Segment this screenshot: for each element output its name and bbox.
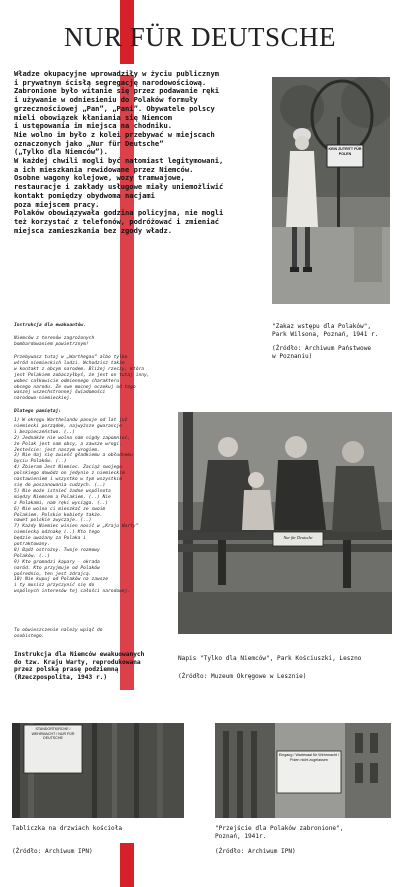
- photo3-sign-text: STANDORTKIRCHE / WEHRMACHT / NUR FÜR DEUTSCHE: [31, 727, 75, 741]
- photo2-source: (Źródło: Muzeum Okręgowe w Lesznie): [178, 673, 307, 680]
- photo4-source: (Źródło: Archiwum IPN): [215, 848, 296, 855]
- photo1-sign-text: KEIN ZUTRITT FÜR POLEN: [328, 147, 362, 156]
- photo3-source: (Źródło: Archiwum IPN): [12, 848, 93, 855]
- photo2-caption: Napis "Tylko dla Niemców", Park Kościuszki, Leszno: [178, 655, 362, 662]
- photo4-sign-text: Eingang / Wartesaal für Wehrmacht / Polen nicht zugelassen: [278, 753, 340, 762]
- instruction-remember: Dlatego pamiętaj:: [14, 409, 62, 414]
- instruction-caption: Instrukcja dla Niemców ewakuowanych do tzw. Kraju Warty, reprodukowana przez polską prasę podziemną (Rzeczpospolita, 1943 r.): [14, 651, 145, 681]
- photo-church-door-plaque: [12, 723, 184, 818]
- instruction-body-1: Przebywasz tutaj w „Warthegau” albo tylko wśród niemieckich ludzi. Wchodzisz także w kontakt z obcym narodem. Bliżej rzeczy, która jest Polakiem zobaczyłbyś, że jest on tutaj inny, wobec całkowicie odmiennego charakteru obcego narodu. Ze swe mocnej oczekuj od tego waszej wszechstronnej świadomości narodowo-niemieckiej.: [14, 355, 150, 402]
- photo3-caption: Tabliczka na drzwiach kościoła: [12, 825, 123, 832]
- photo-station-entrance: [215, 723, 391, 818]
- instruction-footer: To obwieszczenie należy wpiąć do osobistego.: [14, 628, 103, 639]
- photo4-caption: "Przejście dla Polaków zabronione", Poznań, 1941r.: [215, 825, 344, 840]
- instruction-heading: Instrukcja dla ewakuantów.: [14, 323, 86, 328]
- photo-family-on-bench: [178, 412, 392, 634]
- photo2-sign-text: Nur für Deutsche: [283, 535, 313, 540]
- intro-text: Władze okupacyjne wprowadziły w życiu publicznym i prywatnym ścisłą segregację narodowościową. Zabronione było witanie się przez podawanie ręki i używanie w odniesieniu do Polaków formuły grzecznościowej „Pan”, „Pani”. Obywatele polscy mieli obowiązek kłaniania się Niemcom i ustępowania im miejsca na chodniku. Nie wolno im było z kolei przebywać w miejscach oznaczonych jako „Nur für Deutsche” („Tylko dla Niemców”). W każdej chwili mogli być natomiast legitymowani, a ich mieszkania rewidowane przez Niemców. Osobne wagony kolejowe, wozy tramwajowe, restauracje i zakłady usługowe miały uniemożliwić kontakt pomiędzy obydwoma nacjami poza miejscem pracy. Polaków obowiązywała godzina policyjna, nie mogli też korzystać z telefonów, podróżować i zmieniać miejsca zamieszkania bez zgody władz.: [14, 69, 224, 235]
- photo1-caption: "Zakaz wstępu dla Polaków", Park Wilsona, Poznań, 1941 r.: [272, 323, 379, 338]
- instruction-subheading: Niemców z terenów zagrożonych bombardowaniem powietrznym!: [14, 336, 95, 347]
- photo-woman-by-sign: [272, 77, 390, 304]
- photo1-source: (Źródło: Archiwum Państwowe w Poznaniu): [272, 345, 372, 360]
- page-title: NUR FÜR DEUTSCHE: [63, 22, 337, 52]
- instruction-body-2: 1) W okręgu Warthelandu panuje od lat już niemiecki porządek, najwyższe gwarancje i bezpieczeństwo. (..) 2) Jednakże nie wolno nam nigdy zapomnieć, że Polak jest nam obcy, a zawsze wrogi. Jesteście: jest naszym wrogiem. 3) Nie daj się zwieść gładkiemu a obłudnemu byciu Polaków. (..) 4) Zbieram Jest Niemiec. Zaciąż swojego polskiego dowódz on jedynie z niemieckim nastawieniem i wszystko w tym wszystkim się do poszanowania cudzych. (..) 5) Nie może istnieć żadne wspólnota między Niemcem a Polakiem. (..) Nie z Polakami, nam ręki wyciąga. (..) 6) Nie wolno ci mieszkać ze swoim Polakiem. Polskie kobiety także. nawet polskie zwyczaje. (..) 7) Każdy Niemiec winien nosić w „Kraju Warty” niemiecką odznakę (..) Kto tego będzie uważany za Polaka i potraktowany. 8) Bądź ostrożny. Twoje rozmowy Polaków. (..) 9) Kto gromadzi kapary - okrada naród. Kto przyjmuje od Polaków pośrednio, ten jest zdrajcą. 10) Nie kupuj od Polaków na zawsze i ty musisz przyczynić się do wspólnych interesów tej całości narodowej.: [14, 418, 139, 595]
